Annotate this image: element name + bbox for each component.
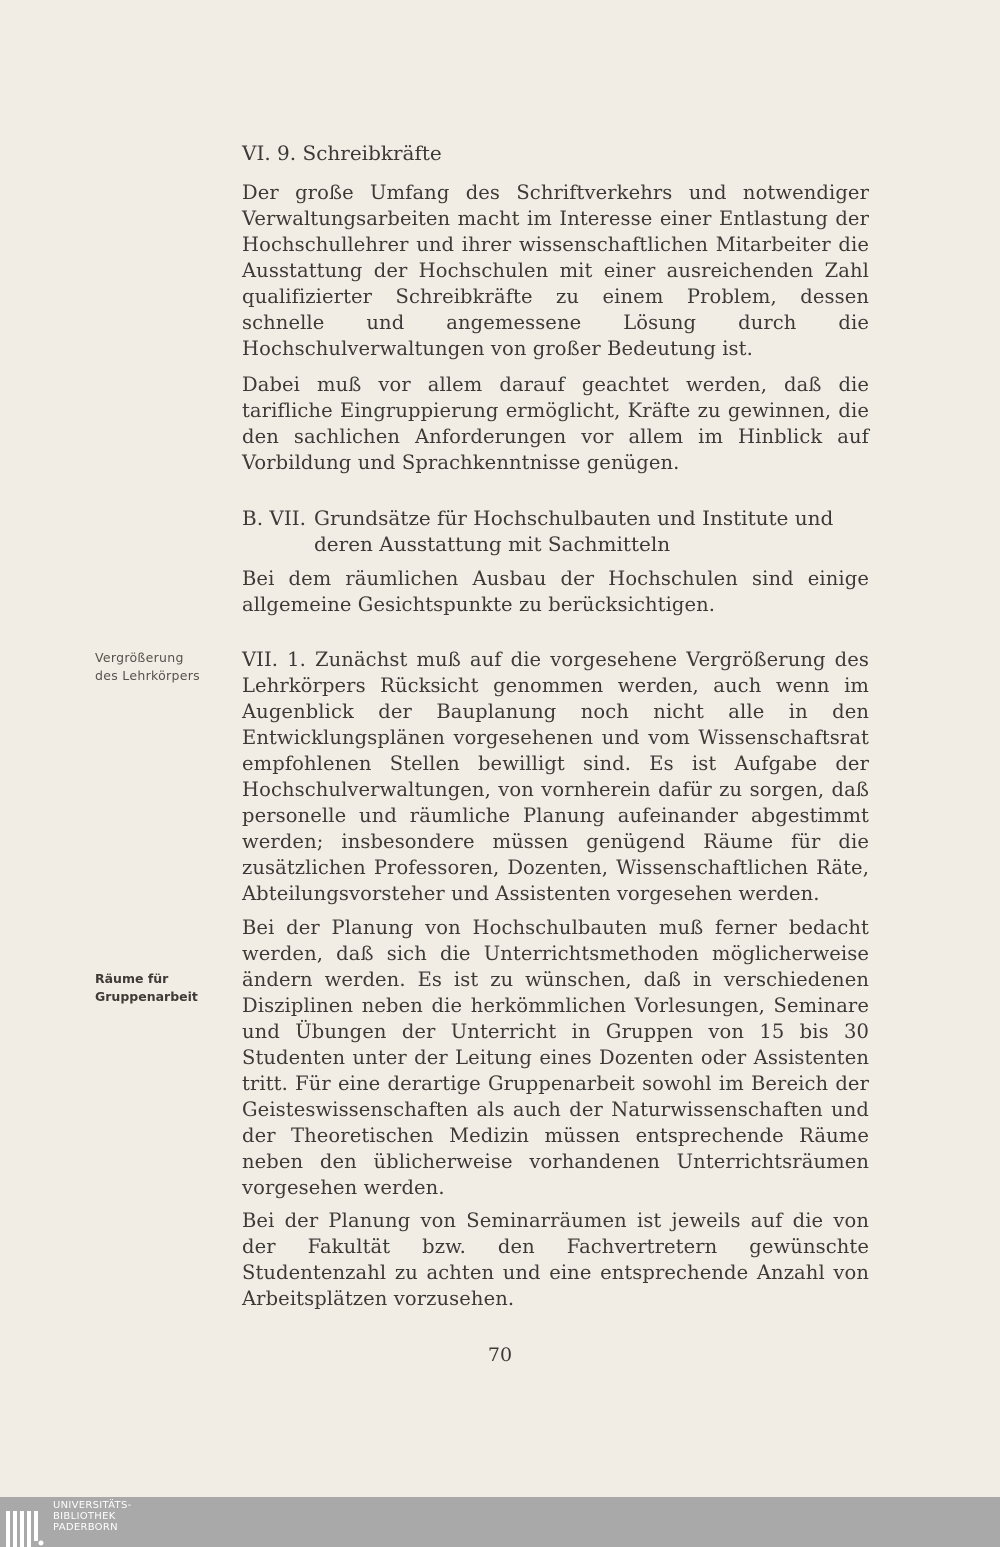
section-heading: VI. 9. Schreibkräfte [242, 141, 442, 165]
section-vi9-body [242, 180, 869, 362]
paragraph: Bei der Planung von Hochschulbauten muß ferner bedacht werden, daß sich die Unterrichtsmethoden möglicherweise ändern werden. Es ist zu wünschen, daß in verschiedenen Disziplinen neben die herkömmlichen Vorlesungen, Seminare und Übungen der Unterricht in Gruppen von 15 bis 30 Studenten unter der Leitung eines Dozenten oder Assistenten tritt. Für eine derartige Gruppenarbeit sowohl im Bereich der Geisteswissenschaften als auch der Naturwissenschaften und der Theoretischen Medizin müssen entsprechende Räume neben den üblicherweise vorhandenen Unterrichtsräumen vorgesehen werden. [242, 916, 869, 1199]
section-number: B. VII. [242, 506, 307, 530]
page-number: 70 [487, 1344, 513, 1366]
paragraph: Dabei muß vor allem darauf geachtet werden, daß die tarifliche Eingruppierung ermöglicht, Kräfte zu gewinnen, die den sachlichen Anforderungen vor allem im Hinblick auf Vorbildung und Sprachkenntnisse genügen. [242, 373, 869, 474]
section-vii1-body-2 [242, 915, 869, 1201]
paragraph: Bei dem räumlichen Ausbau der Hochschulen sind einige allgemeine Gesichtspunkte zu berücksichtigen. [242, 567, 869, 616]
section-vi9-body-2 [242, 372, 869, 476]
section-bvii-intro [242, 566, 869, 618]
section-vii1-body [242, 647, 869, 907]
paragraph: Bei der Planung von Seminarräumen ist jeweils auf die von der Fakultät bzw. den Fachvertretern gewünschte Studentenzahl zu achten und eine entsprechende Anzahl von Arbeitsplätzen vorzusehen. [242, 1209, 869, 1310]
section-vii1-body-3 [242, 1208, 869, 1312]
library-footer [0, 1497, 1000, 1547]
paragraph: VII. 1. Zunächst muß auf die vorgesehene Vergrößerung des Lehrkörpers Rücksicht genommen werden, auch wenn im Augenblick der Bauplanung noch nicht alle in den Entwicklungsplänen vorgesehenen und vom Wissenschaftsrat empfohlenen Stellen bewilligt sind. Es ist Aufgabe der Hochschulverwaltungen, von vornherein dafür zu sorgen, daß personelle und räumliche Planung aufeinander abgestimmt werden; insbesondere müssen genügend Räume für die zusätzlichen Professoren, Dozenten, Wissenschaftlichen Räte, Abteilungsvorsteher und Assistenten vorgesehen werden. [242, 648, 869, 905]
section-title: Grundsätze für Hochschulbauten und Institute und deren Ausstattung mit Sachmitteln [314, 506, 834, 556]
margin-note-gruppenarbeit: Räume für Gruppenarbeit [95, 971, 198, 1004]
library-name: UNIVERSITÄTS- BIBLIOTHEK PADERBORN [53, 1500, 132, 1533]
margin-note-lehrkoerper: Vergrößerung des Lehrkörpers [95, 650, 200, 683]
library-logo-icon [0, 1497, 50, 1547]
section-vi9 [242, 140, 869, 166]
paragraph: Der große Umfang des Schriftverkehrs und notwendiger Verwaltungsarbeiten macht im Interesse einer Entlastung der Hochschullehrer und ihrer wissenschaftlichen Mitarbeiter die Ausstattung der Hochschulen mit einer ausreichenden Zahl qualifizierter Schreibkräfte zu einem Problem, dessen schnelle und angemessene Lösung durch die Hochschulverwaltungen von großer Bedeutung ist. [242, 181, 869, 360]
